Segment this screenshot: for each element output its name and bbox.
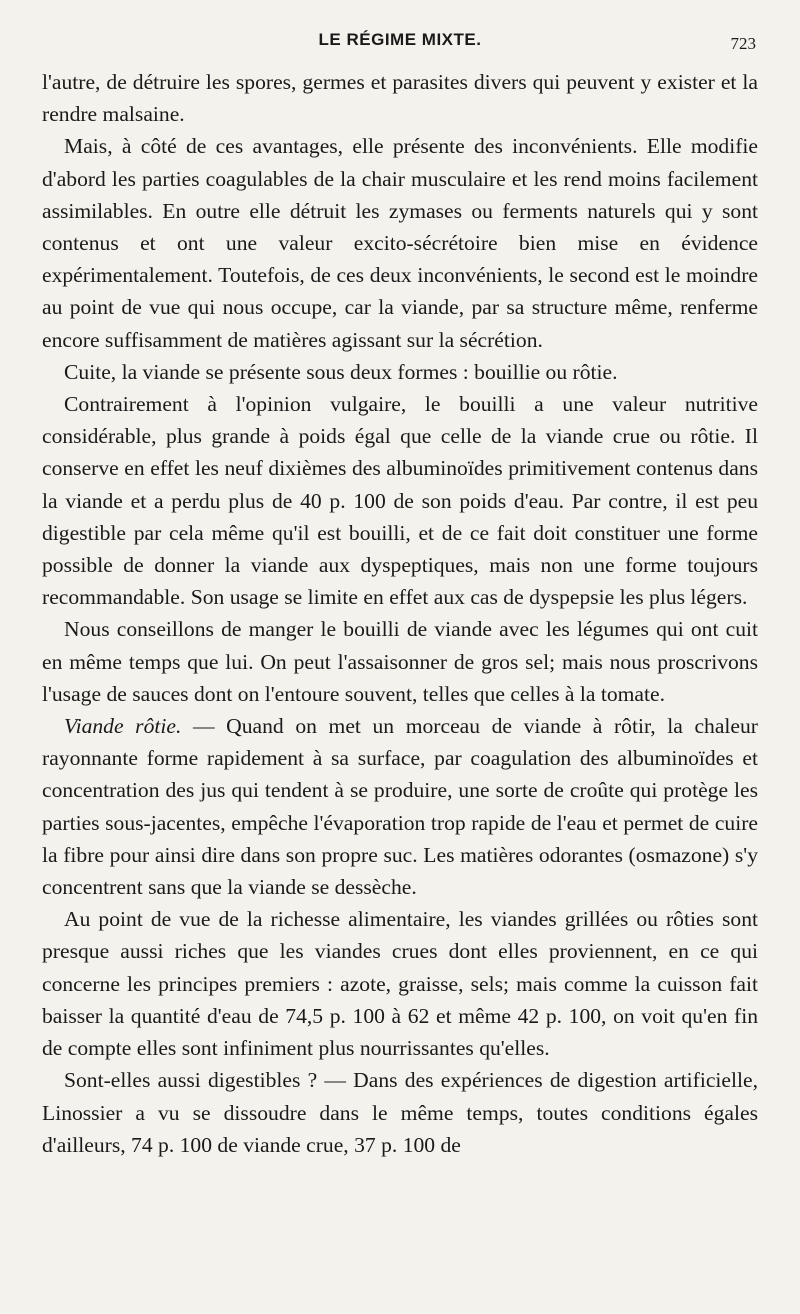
section-heading-viande-rotie: Viande rôtie. [64, 714, 182, 739]
paragraph-8: Sont-elles aussi digestibles ? — Dans des expériences de digestion artificielle, Linossier a vu se dissoudre dans le même temps, toutes conditions égales d'ailleurs, 74 p. 100 de viande crue, 37 p. 100 de [42, 1068, 758, 1157]
paragraph-3: Cuite, la viande se présente sous deux formes : bouillie ou rôtie. [64, 359, 618, 384]
paragraph-6 [42, 710, 758, 903]
paragraph-6-text: — Quand on met un morceau de viande à rôtir, la chaleur rayonnante forme rapidement à sa surface, par coagulation des albuminoïdes et concentration des jus qui tendent à se produire, une sorte de croûte qui protège les parties sous-jacentes, empêche l'évaporation trop rapide de l'eau et permet de cuire la fibre pour ainsi dire dans son propre suc. Les matières odorantes (osmazone) s'y concentrent sans que la viande se dessèche. [42, 714, 758, 900]
page-number: 723 [730, 34, 756, 53]
paragraph-1: l'autre, de détruire les spores, germes et parasites divers qui peuvent y exister et la rendre malsaine. [42, 70, 758, 127]
page-header [40, 30, 760, 58]
paragraph-7: Au point de vue de la richesse alimentaire, les viandes grillées ou rôties sont presque aussi riches que les viandes crues dont elles proviennent, en ce qui concerne les principes premiers : azote, graisse, sels; mais comme la cuisson fait baisser la quantité d'eau de 74,5 p. 100 à 62 et même 42 p. 100, on voit qu'en fin de compte elles sont infiniment plus nourrissantes qu'elles. [42, 907, 758, 1061]
paragraph-2: Mais, à côté de ces avantages, elle présente des inconvénients. Elle modifie d'abord les parties coagulables de la chair musculaire et les rend moins facilement assimilables. En outre elle détruit les zymases ou ferments naturels qui y sont contenus et ont une valeur excito-sécrétoire bien mise en évidence expérimentalement. Toutefois, de ces deux inconvénients, le second est le moindre au point de vue qui nous occupe, car la viande, par sa structure même, renferme encore suffisamment de matières agissant sur la sécrétion. [42, 134, 758, 352]
paragraph-5: Nous conseillons de manger le bouilli de viande avec les légumes qui ont cuit en même temps que lui. On peut l'assaisonner de gros sel; mais nous proscrivons l'usage de sauces dont on l'entoure souvent, telles que celles à la tomate. [42, 617, 758, 706]
paragraph-4: Contrairement à l'opinion vulgaire, le bouilli a une valeur nutritive considérable, plus grande à poids égal que celle de la viande crue ou rôtie. Il conserve en effet les neuf dixièmes des albuminoïdes primitivement contenus dans la viande et a perdu plus de 40 p. 100 de son poids d'eau. Par contre, il est peu digestible par cela même qu'il est bouilli, et de ce fait doit constituer une forme possible de donner la viande aux dyspeptiques, mais non une forme toujours recommandable. Son usage se limite en effet aux cas de dyspepsie les plus légers. [42, 392, 758, 610]
body-text [42, 66, 758, 1161]
running-title: LE RÉGIME MIXTE. [318, 30, 482, 49]
